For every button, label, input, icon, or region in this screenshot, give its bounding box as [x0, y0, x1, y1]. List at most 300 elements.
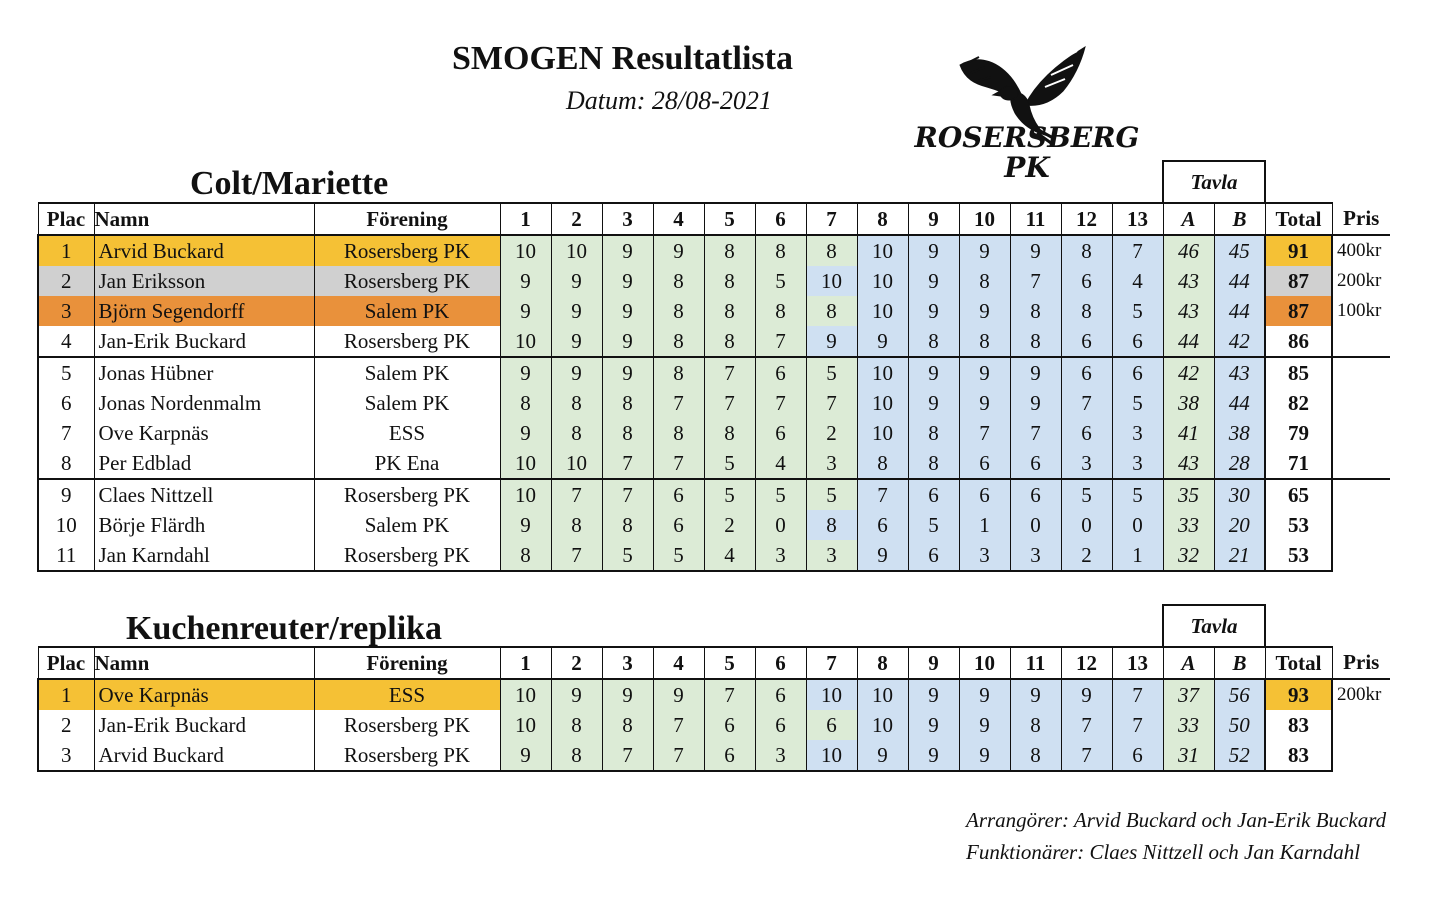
total-cell: 71 [1265, 448, 1332, 479]
name-cell: Jan-Erik Buckard [94, 326, 314, 357]
header-series-5: 5 [704, 203, 755, 235]
header-total: Total [1265, 647, 1332, 679]
score-cell-10: 9 [959, 710, 1010, 740]
score-cell-10: 9 [959, 388, 1010, 418]
score-cell-3: 7 [602, 740, 653, 771]
header-series-1: 1 [500, 647, 551, 679]
name-cell: Börje Flärdh [94, 510, 314, 540]
placement-cell: 1 [38, 235, 94, 266]
prize-cell [1332, 740, 1390, 771]
score-cell-13: 1 [1112, 540, 1163, 571]
score-cell-13: 6 [1112, 326, 1163, 357]
name-cell: Jan-Erik Buckard [94, 710, 314, 740]
event-date: Datum: 28/08-2021 [566, 86, 772, 115]
score-cell-10: 6 [959, 448, 1010, 479]
table-row [38, 357, 1390, 388]
header-namn: Namn [94, 203, 314, 235]
header-series-2: 2 [551, 647, 602, 679]
header-b: B [1214, 647, 1265, 679]
logo-text-pk: PK [1004, 151, 1050, 184]
target-a-cell: 37 [1163, 679, 1214, 710]
table-row [38, 540, 1390, 571]
total-cell: 87 [1265, 266, 1332, 296]
placement-cell: 9 [38, 479, 94, 510]
score-cell-5: 8 [704, 235, 755, 266]
club-cell: Salem PK [314, 357, 500, 388]
score-cell-12: 8 [1061, 235, 1112, 266]
total-cell: 85 [1265, 357, 1332, 388]
score-cell-7: 2 [806, 418, 857, 448]
header-series-3: 3 [602, 203, 653, 235]
score-cell-4: 8 [653, 296, 704, 326]
target-a-cell: 33 [1163, 510, 1214, 540]
score-cell-13: 7 [1112, 710, 1163, 740]
score-cell-7: 8 [806, 510, 857, 540]
header-series-6: 6 [755, 203, 806, 235]
prize-cell [1332, 710, 1390, 740]
score-cell-1: 9 [500, 266, 551, 296]
target-b-cell: 44 [1214, 296, 1265, 326]
header-series-4: 4 [653, 203, 704, 235]
score-cell-7: 10 [806, 679, 857, 710]
score-cell-4: 8 [653, 357, 704, 388]
score-cell-8: 7 [857, 479, 908, 510]
score-cell-8: 9 [857, 740, 908, 771]
header-series-5: 5 [704, 647, 755, 679]
target-b-cell: 56 [1214, 679, 1265, 710]
score-cell-11: 8 [1010, 710, 1061, 740]
score-cell-5: 6 [704, 740, 755, 771]
score-cell-6: 6 [755, 357, 806, 388]
tavla-label: Tavla [1163, 605, 1265, 647]
score-cell-10: 1 [959, 510, 1010, 540]
score-cell-4: 6 [653, 479, 704, 510]
placement-cell: 2 [38, 710, 94, 740]
score-cell-9: 9 [908, 740, 959, 771]
page-title: SMOGEN Resultatlista [452, 40, 793, 77]
score-cell-8: 10 [857, 418, 908, 448]
header-series-10: 10 [959, 203, 1010, 235]
results-table-colt [37, 160, 1390, 572]
score-cell-1: 10 [500, 326, 551, 357]
score-cell-10: 3 [959, 540, 1010, 571]
name-cell: Ove Karpnäs [94, 418, 314, 448]
prize-cell: 200kr [1337, 270, 1382, 291]
score-cell-10: 8 [959, 326, 1010, 357]
header-plac: Plac [38, 647, 94, 679]
score-cell-11: 9 [1010, 388, 1061, 418]
club-cell: Rosersberg PK [314, 479, 500, 510]
header-series-12: 12 [1061, 647, 1112, 679]
score-cell-3: 7 [602, 448, 653, 479]
score-cell-13: 5 [1112, 296, 1163, 326]
prize-cell [1332, 326, 1390, 357]
header-series-4: 4 [653, 647, 704, 679]
score-cell-7: 8 [806, 296, 857, 326]
target-b-cell: 44 [1214, 388, 1265, 418]
header-series-13: 13 [1112, 203, 1163, 235]
score-cell-1: 8 [500, 388, 551, 418]
score-cell-5: 7 [704, 679, 755, 710]
score-cell-2: 8 [551, 418, 602, 448]
score-cell-4: 5 [653, 540, 704, 571]
score-cell-3: 7 [602, 479, 653, 510]
score-cell-12: 5 [1061, 479, 1112, 510]
score-cell-13: 7 [1112, 679, 1163, 710]
score-cell-10: 8 [959, 266, 1010, 296]
club-cell: Rosersberg PK [314, 710, 500, 740]
prize-cell: 400kr [1337, 240, 1382, 261]
score-cell-7: 3 [806, 448, 857, 479]
target-a-cell: 38 [1163, 388, 1214, 418]
score-cell-11: 9 [1010, 357, 1061, 388]
target-b-cell: 38 [1214, 418, 1265, 448]
score-cell-6: 5 [755, 266, 806, 296]
score-cell-6: 4 [755, 448, 806, 479]
score-cell-10: 7 [959, 418, 1010, 448]
score-cell-3: 9 [602, 679, 653, 710]
target-b-cell: 42 [1214, 326, 1265, 357]
score-cell-5: 8 [704, 266, 755, 296]
tavla-label: Tavla [1163, 161, 1265, 203]
score-cell-8: 6 [857, 510, 908, 540]
placement-cell: 4 [38, 326, 94, 357]
score-cell-5: 8 [704, 296, 755, 326]
score-cell-3: 8 [602, 388, 653, 418]
score-cell-11: 9 [1010, 235, 1061, 266]
target-b-cell: 43 [1214, 357, 1265, 388]
target-a-cell: 31 [1163, 740, 1214, 771]
table-row [38, 235, 1390, 266]
placement-cell: 5 [38, 357, 94, 388]
prize-cell [1332, 357, 1390, 388]
table-row [38, 266, 1390, 296]
score-cell-8: 10 [857, 235, 908, 266]
score-cell-4: 9 [653, 235, 704, 266]
prize-cell [1332, 388, 1390, 418]
score-cell-8: 10 [857, 679, 908, 710]
score-cell-12: 6 [1061, 326, 1112, 357]
score-cell-10: 6 [959, 479, 1010, 510]
score-cell-12: 2 [1061, 540, 1112, 571]
header-series-2: 2 [551, 203, 602, 235]
score-cell-5: 7 [704, 357, 755, 388]
club-cell: ESS [314, 418, 500, 448]
score-cell-13: 5 [1112, 479, 1163, 510]
target-a-cell: 44 [1163, 326, 1214, 357]
name-cell: Claes Nittzell [94, 479, 314, 510]
score-cell-11: 8 [1010, 740, 1061, 771]
score-cell-2: 10 [551, 448, 602, 479]
score-cell-4: 7 [653, 710, 704, 740]
score-cell-2: 9 [551, 357, 602, 388]
score-cell-11: 0 [1010, 510, 1061, 540]
score-cell-7: 9 [806, 326, 857, 357]
total-cell: 53 [1265, 540, 1332, 571]
target-a-cell: 43 [1163, 448, 1214, 479]
header-pris: Pris [1332, 647, 1390, 679]
score-cell-11: 3 [1010, 540, 1061, 571]
header-series-13: 13 [1112, 647, 1163, 679]
score-cell-8: 8 [857, 448, 908, 479]
score-cell-3: 5 [602, 540, 653, 571]
club-cell: Salem PK [314, 388, 500, 418]
score-cell-5: 4 [704, 540, 755, 571]
score-cell-2: 7 [551, 540, 602, 571]
target-b-cell: 30 [1214, 479, 1265, 510]
score-cell-9: 9 [908, 266, 959, 296]
officials-text: Funktionärer: Claes Nittzell och Jan Karndahl [966, 840, 1361, 864]
score-cell-10: 9 [959, 740, 1010, 771]
score-cell-1: 10 [500, 448, 551, 479]
score-cell-1: 9 [500, 357, 551, 388]
table-row [38, 479, 1390, 510]
prize-cell [1332, 479, 1390, 510]
total-cell: 82 [1265, 388, 1332, 418]
section-title-kuchenreuter: Kuchenreuter/replika [126, 610, 443, 647]
header-series-11: 11 [1010, 647, 1061, 679]
score-cell-13: 7 [1112, 235, 1163, 266]
score-cell-3: 9 [602, 326, 653, 357]
score-cell-3: 9 [602, 266, 653, 296]
club-cell: Rosersberg PK [314, 540, 500, 571]
score-cell-6: 3 [755, 540, 806, 571]
club-cell: ESS [314, 679, 500, 710]
score-cell-1: 9 [500, 418, 551, 448]
score-cell-2: 9 [551, 296, 602, 326]
score-cell-11: 9 [1010, 679, 1061, 710]
target-b-cell: 45 [1214, 235, 1265, 266]
target-b-cell: 50 [1214, 710, 1265, 740]
score-cell-1: 9 [500, 740, 551, 771]
score-cell-1: 8 [500, 540, 551, 571]
placement-cell: 1 [38, 679, 94, 710]
score-cell-5: 6 [704, 710, 755, 740]
score-cell-9: 9 [908, 357, 959, 388]
score-cell-9: 5 [908, 510, 959, 540]
logo-text-rosersberg: ROSERSBERG [914, 121, 1140, 154]
name-cell: Per Edblad [94, 448, 314, 479]
score-cell-9: 6 [908, 540, 959, 571]
score-cell-7: 3 [806, 540, 857, 571]
score-cell-2: 9 [551, 266, 602, 296]
prize-cell: 100kr [1337, 300, 1382, 321]
score-cell-7: 5 [806, 357, 857, 388]
score-cell-1: 10 [500, 235, 551, 266]
placement-cell: 2 [38, 266, 94, 296]
score-cell-6: 6 [755, 710, 806, 740]
score-cell-13: 3 [1112, 418, 1163, 448]
score-cell-6: 6 [755, 679, 806, 710]
target-a-cell: 41 [1163, 418, 1214, 448]
prize-cell [1332, 540, 1390, 571]
score-cell-1: 10 [500, 710, 551, 740]
name-cell: Ove Karpnäs [94, 679, 314, 710]
club-cell: Salem PK [314, 296, 500, 326]
score-cell-12: 6 [1061, 357, 1112, 388]
score-cell-12: 7 [1061, 388, 1112, 418]
score-cell-6: 8 [755, 235, 806, 266]
score-cell-9: 9 [908, 235, 959, 266]
target-b-cell: 21 [1214, 540, 1265, 571]
score-cell-5: 5 [704, 479, 755, 510]
score-cell-13: 6 [1112, 357, 1163, 388]
score-cell-4: 7 [653, 388, 704, 418]
header-series-12: 12 [1061, 203, 1112, 235]
score-cell-4: 8 [653, 418, 704, 448]
header-plac: Plac [38, 203, 94, 235]
score-cell-5: 2 [704, 510, 755, 540]
score-cell-5: 8 [704, 326, 755, 357]
score-cell-7: 7 [806, 388, 857, 418]
target-b-cell: 44 [1214, 266, 1265, 296]
header-total: Total [1265, 203, 1332, 235]
table-row [38, 326, 1390, 357]
score-cell-13: 4 [1112, 266, 1163, 296]
table-row [38, 740, 1390, 771]
score-cell-2: 8 [551, 710, 602, 740]
score-cell-3: 8 [602, 710, 653, 740]
score-cell-10: 9 [959, 296, 1010, 326]
score-cell-8: 10 [857, 266, 908, 296]
score-cell-6: 7 [755, 388, 806, 418]
score-cell-4: 8 [653, 266, 704, 296]
name-cell: Björn Segendorff [94, 296, 314, 326]
score-cell-6: 7 [755, 326, 806, 357]
target-a-cell: 33 [1163, 710, 1214, 740]
results-table-kuchenreuter [37, 604, 1390, 772]
score-cell-7: 10 [806, 740, 857, 771]
header-series-9: 9 [908, 203, 959, 235]
score-cell-13: 0 [1112, 510, 1163, 540]
score-cell-4: 7 [653, 740, 704, 771]
target-b-cell: 20 [1214, 510, 1265, 540]
score-cell-8: 9 [857, 326, 908, 357]
score-cell-2: 8 [551, 510, 602, 540]
header-forening: Förening [314, 647, 500, 679]
score-cell-7: 10 [806, 266, 857, 296]
score-cell-7: 6 [806, 710, 857, 740]
score-cell-2: 9 [551, 326, 602, 357]
prize-cell [1332, 448, 1390, 479]
placement-cell: 10 [38, 510, 94, 540]
score-cell-12: 7 [1061, 710, 1112, 740]
score-cell-2: 7 [551, 479, 602, 510]
score-cell-4: 9 [653, 679, 704, 710]
score-cell-6: 8 [755, 296, 806, 326]
name-cell: Jan Karndahl [94, 540, 314, 571]
score-cell-3: 9 [602, 296, 653, 326]
score-cell-11: 7 [1010, 418, 1061, 448]
header-b: B [1214, 203, 1265, 235]
score-cell-13: 5 [1112, 388, 1163, 418]
target-a-cell: 42 [1163, 357, 1214, 388]
score-cell-4: 6 [653, 510, 704, 540]
club-cell: Rosersberg PK [314, 326, 500, 357]
name-cell: Jonas Nordenmalm [94, 388, 314, 418]
organizers-text: Arrangörer: Arvid Buckard och Jan-Erik Buckard [966, 808, 1387, 832]
table-row [38, 679, 1390, 710]
header-forening: Förening [314, 203, 500, 235]
score-cell-2: 8 [551, 740, 602, 771]
table-row [38, 510, 1390, 540]
score-cell-7: 8 [806, 235, 857, 266]
header-a: A [1163, 203, 1214, 235]
header-series-7: 7 [806, 647, 857, 679]
prize-cell [1332, 418, 1390, 448]
header-series-9: 9 [908, 647, 959, 679]
score-cell-9: 8 [908, 448, 959, 479]
header-series-8: 8 [857, 203, 908, 235]
score-cell-1: 10 [500, 679, 551, 710]
table-row [38, 418, 1390, 448]
score-cell-11: 6 [1010, 479, 1061, 510]
prize-cell: 200kr [1337, 684, 1382, 705]
total-cell: 65 [1265, 479, 1332, 510]
club-cell: PK Ena [314, 448, 500, 479]
header-series-1: 1 [500, 203, 551, 235]
header-series-11: 11 [1010, 203, 1061, 235]
score-cell-5: 5 [704, 448, 755, 479]
placement-cell: 7 [38, 418, 94, 448]
score-cell-7: 5 [806, 479, 857, 510]
target-b-cell: 52 [1214, 740, 1265, 771]
score-cell-13: 3 [1112, 448, 1163, 479]
score-cell-13: 6 [1112, 740, 1163, 771]
score-cell-8: 10 [857, 388, 908, 418]
total-cell: 87 [1265, 296, 1332, 326]
table-row [38, 296, 1390, 326]
score-cell-10: 9 [959, 235, 1010, 266]
score-cell-12: 7 [1061, 740, 1112, 771]
score-cell-2: 8 [551, 388, 602, 418]
header-series-8: 8 [857, 647, 908, 679]
score-cell-1: 9 [500, 510, 551, 540]
score-cell-1: 10 [500, 479, 551, 510]
placement-cell: 8 [38, 448, 94, 479]
name-cell: Jan Eriksson [94, 266, 314, 296]
club-cell: Salem PK [314, 510, 500, 540]
score-cell-11: 6 [1010, 448, 1061, 479]
target-b-cell: 28 [1214, 448, 1265, 479]
target-a-cell: 43 [1163, 266, 1214, 296]
score-cell-8: 10 [857, 296, 908, 326]
placement-cell: 3 [38, 296, 94, 326]
name-cell: Arvid Buckard [94, 235, 314, 266]
total-cell: 79 [1265, 418, 1332, 448]
header-series-3: 3 [602, 647, 653, 679]
score-cell-9: 6 [908, 479, 959, 510]
score-cell-12: 0 [1061, 510, 1112, 540]
score-cell-9: 9 [908, 388, 959, 418]
score-cell-3: 8 [602, 418, 653, 448]
score-cell-1: 9 [500, 296, 551, 326]
table-row [38, 710, 1390, 740]
name-cell: Jonas Hübner [94, 357, 314, 388]
score-cell-12: 9 [1061, 679, 1112, 710]
score-cell-2: 9 [551, 679, 602, 710]
score-cell-10: 9 [959, 357, 1010, 388]
total-cell: 83 [1265, 710, 1332, 740]
score-cell-3: 8 [602, 510, 653, 540]
header-namn: Namn [94, 647, 314, 679]
placement-cell: 6 [38, 388, 94, 418]
score-cell-8: 9 [857, 540, 908, 571]
score-cell-4: 7 [653, 448, 704, 479]
score-cell-3: 9 [602, 235, 653, 266]
header-a: A [1163, 647, 1214, 679]
score-cell-6: 5 [755, 479, 806, 510]
